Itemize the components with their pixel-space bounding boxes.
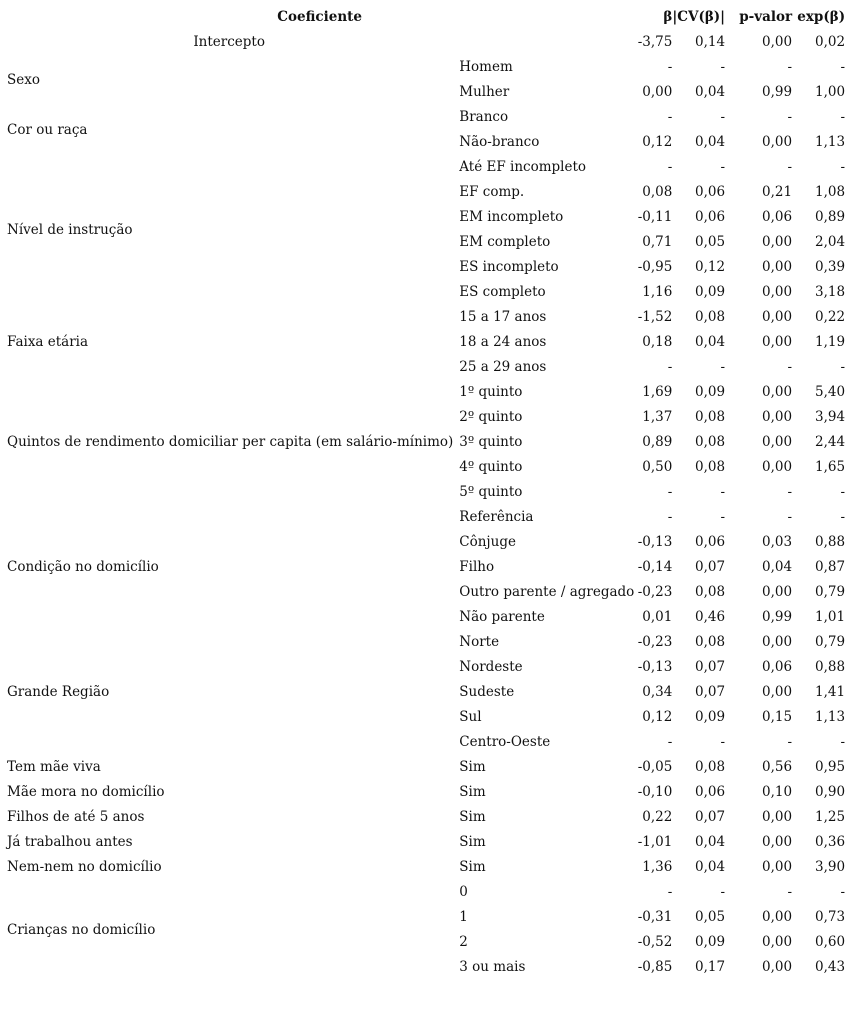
- beta-value: -: [667, 159, 673, 175]
- beta-value: 0,12: [642, 134, 673, 150]
- cv-value: 0,08: [695, 459, 726, 475]
- table-row: [5, 855, 849, 880]
- beta-value: 0,08: [642, 184, 673, 200]
- beta-value: 1,37: [642, 409, 673, 425]
- expbeta-value: 2,04: [815, 234, 846, 250]
- pvalue-value: 0,00: [762, 334, 793, 350]
- expbeta-value: 0,87: [815, 559, 846, 575]
- category-label: 25 a 29 anos: [459, 359, 547, 375]
- expbeta-value: 0,89: [815, 209, 846, 225]
- category-label: 3 ou mais: [459, 959, 526, 975]
- beta-value: -: [667, 359, 673, 375]
- category-label: Não parente: [459, 609, 545, 625]
- beta-value: 0,71: [642, 234, 673, 250]
- cv-value: 0,09: [695, 934, 726, 950]
- category-label: Sim: [459, 859, 486, 875]
- expbeta-value: 1,08: [815, 184, 846, 200]
- category-label: 18 a 24 anos: [459, 334, 547, 350]
- cv-value: 0,04: [695, 859, 726, 875]
- expbeta-value: 1,41: [815, 684, 846, 700]
- beta-value: -0,23: [637, 634, 673, 650]
- cv-value: 0,04: [695, 834, 726, 850]
- expbeta-value: -: [840, 109, 846, 125]
- intercept-beta: -3,75: [637, 34, 673, 50]
- cv-value: 0,04: [695, 134, 726, 150]
- category-label: ES incompleto: [459, 259, 559, 275]
- category-label: Mulher: [459, 84, 510, 100]
- beta-value: -0,23: [637, 584, 673, 600]
- beta-value: -1,01: [637, 834, 673, 850]
- pvalue-value: 0,99: [762, 609, 793, 625]
- category-label: 0: [459, 884, 468, 900]
- beta-value: -1,52: [637, 309, 673, 325]
- cv-value: 0,05: [695, 234, 726, 250]
- beta-value: 0,50: [642, 459, 673, 475]
- pvalue-value: 0,00: [762, 234, 793, 250]
- pvalue-value: 0,00: [762, 134, 793, 150]
- category-label: 15 a 17 anos: [459, 309, 547, 325]
- cv-value: 0,09: [695, 709, 726, 725]
- expbeta-value: 1,13: [815, 709, 846, 725]
- variable-label: Grande Região: [7, 684, 110, 700]
- cv-value: -: [720, 109, 726, 125]
- table-row: [5, 880, 849, 905]
- pvalue-value: 0,00: [762, 259, 793, 275]
- category-label: 1º quinto: [459, 384, 523, 400]
- pvalue-value: 0,00: [762, 384, 793, 400]
- beta-value: -: [667, 59, 673, 75]
- category-label: Filho: [459, 559, 495, 575]
- variable-label: Tem mãe viva: [7, 759, 101, 775]
- beta-value: 1,16: [642, 284, 673, 300]
- expbeta-value: 0,90: [815, 784, 846, 800]
- table-row: [5, 380, 849, 405]
- coefficient-table: [5, 5, 849, 980]
- beta-value: 0,01: [642, 609, 673, 625]
- pvalue-value: -: [787, 59, 793, 75]
- category-label: ES completo: [459, 284, 546, 300]
- expbeta-value: 5,40: [815, 384, 846, 400]
- beta-value: -0,10: [637, 784, 673, 800]
- header-cv: |CV(β)|: [672, 9, 726, 25]
- beta-value: 0,00: [642, 84, 673, 100]
- pvalue-value: 0,06: [762, 659, 793, 675]
- expbeta-value: 0,39: [815, 259, 846, 275]
- pvalue-value: 0,15: [762, 709, 793, 725]
- pvalue-value: 0,10: [762, 784, 793, 800]
- category-label: Sim: [459, 759, 486, 775]
- pvalue-value: 0,00: [762, 809, 793, 825]
- pvalue-value: 0,00: [762, 584, 793, 600]
- cv-value: -: [720, 359, 726, 375]
- cv-value: 0,46: [695, 609, 726, 625]
- cv-value: 0,08: [695, 584, 726, 600]
- cv-value: -: [720, 509, 726, 525]
- pvalue-value: 0,06: [762, 209, 793, 225]
- pvalue-value: 0,00: [762, 684, 793, 700]
- pvalue-value: 0,03: [762, 534, 793, 550]
- table-row: [5, 780, 849, 805]
- category-label: Até EF incompleto: [459, 159, 587, 175]
- expbeta-value: -: [840, 159, 846, 175]
- expbeta-value: 0,60: [815, 934, 846, 950]
- pvalue-value: -: [787, 109, 793, 125]
- beta-value: 1,69: [642, 384, 673, 400]
- category-label: 2º quinto: [459, 409, 523, 425]
- table-row: [5, 755, 849, 780]
- cv-value: 0,06: [695, 784, 726, 800]
- beta-value: -0,13: [637, 534, 673, 550]
- pvalue-value: 0,00: [762, 284, 793, 300]
- beta-value: -: [667, 509, 673, 525]
- category-label: Referência: [459, 509, 534, 525]
- cv-value: 0,09: [695, 284, 726, 300]
- category-label: 2: [459, 934, 468, 950]
- variable-label: Cor ou raça: [7, 121, 88, 138]
- category-label: 3º quinto: [459, 434, 523, 450]
- expbeta-value: 3,94: [815, 409, 846, 425]
- beta-value: -0,31: [637, 909, 673, 925]
- pvalue-value: 0,00: [762, 934, 793, 950]
- cv-value: -: [720, 734, 726, 750]
- expbeta-value: 0,88: [815, 659, 846, 675]
- expbeta-value: -: [840, 59, 846, 75]
- expbeta-value: -: [840, 734, 846, 750]
- beta-value: 0,22: [642, 809, 673, 825]
- pvalue-value: -: [787, 359, 793, 375]
- cv-value: 0,07: [695, 684, 726, 700]
- pvalue-value: 0,00: [762, 309, 793, 325]
- cv-value: 0,06: [695, 209, 726, 225]
- beta-value: 0,34: [642, 684, 673, 700]
- cv-value: 0,17: [695, 959, 726, 975]
- expbeta-value: 0,88: [815, 534, 846, 550]
- variable-label: Já trabalhou antes: [7, 834, 133, 850]
- expbeta-value: -: [840, 509, 846, 525]
- pvalue-value: -: [787, 509, 793, 525]
- header-expbeta: exp(β): [797, 9, 846, 25]
- cv-value: 0,08: [695, 309, 726, 325]
- beta-value: -0,95: [637, 259, 673, 275]
- pvalue-value: -: [787, 484, 793, 500]
- category-label: Cônjuge: [459, 534, 516, 550]
- pvalue-value: 0,00: [762, 909, 793, 925]
- expbeta-value: 3,90: [815, 859, 846, 875]
- category-label: Não-branco: [459, 134, 540, 150]
- category-label: Sudeste: [459, 684, 515, 700]
- category-label: Outro parente / agregado: [459, 584, 635, 600]
- variable-label: Quintos de rendimento domiciliar per capita (em salário-mínimo): [7, 434, 454, 450]
- cv-value: 0,05: [695, 909, 726, 925]
- beta-value: -0,52: [637, 934, 673, 950]
- pvalue-value: 0,00: [762, 634, 793, 650]
- beta-value: -0,85: [637, 959, 673, 975]
- category-label: EM completo: [459, 234, 551, 250]
- expbeta-value: 3,18: [815, 284, 846, 300]
- beta-value: -: [667, 734, 673, 750]
- expbeta-value: 2,44: [815, 434, 846, 450]
- category-label: Branco: [459, 109, 509, 125]
- pvalue-value: 0,00: [762, 409, 793, 425]
- beta-value: -0,14: [637, 559, 673, 575]
- cv-value: 0,07: [695, 809, 726, 825]
- table-row: [5, 505, 849, 530]
- beta-value: 0,89: [642, 434, 673, 450]
- variable-label: Filhos de até 5 anos: [7, 809, 145, 825]
- variable-label: Crianças no domicílio: [7, 921, 156, 938]
- expbeta-value: 1,65: [815, 459, 846, 475]
- cv-value: 0,07: [695, 559, 726, 575]
- header-pvalue: p-valor: [739, 9, 793, 25]
- table-row: [5, 155, 849, 180]
- cv-value: 0,06: [695, 534, 726, 550]
- expbeta-value: 1,13: [815, 134, 846, 150]
- expbeta-value: 1,19: [815, 334, 846, 350]
- pvalue-value: 0,00: [762, 859, 793, 875]
- expbeta-value: -: [840, 359, 846, 375]
- variable-label: Nem-nem no domicílio: [7, 859, 162, 875]
- category-label: EF comp.: [459, 184, 525, 200]
- beta-value: -: [667, 484, 673, 500]
- expbeta-value: 0,43: [815, 959, 846, 975]
- cv-value: -: [720, 484, 726, 500]
- cv-value: 0,07: [695, 659, 726, 675]
- expbeta-value: 0,22: [815, 309, 846, 325]
- intercept-cv: 0,14: [695, 34, 726, 50]
- beta-value: 1,36: [642, 859, 673, 875]
- expbeta-value: 0,73: [815, 909, 846, 925]
- beta-value: -: [667, 884, 673, 900]
- intercept-expbeta: 0,02: [815, 34, 846, 50]
- category-label: Sul: [459, 709, 482, 725]
- table-row: [5, 805, 849, 830]
- cv-value: 0,06: [695, 184, 726, 200]
- pvalue-value: 0,99: [762, 84, 793, 100]
- table-row: [5, 630, 849, 655]
- intercept-category: [453, 30, 634, 55]
- beta-value: -0,11: [637, 209, 673, 225]
- expbeta-value: 0,95: [815, 759, 846, 775]
- pvalue-value: -: [787, 159, 793, 175]
- pvalue-value: 0,21: [762, 184, 793, 200]
- cv-value: -: [720, 884, 726, 900]
- cv-value: 0,08: [695, 409, 726, 425]
- category-label: 5º quinto: [459, 484, 523, 500]
- category-label: EM incompleto: [459, 209, 564, 225]
- beta-value: -0,05: [637, 759, 673, 775]
- table-row: [5, 305, 849, 330]
- pvalue-value: 0,00: [762, 959, 793, 975]
- variable-label: Mãe mora no domicílio: [7, 784, 165, 800]
- intercept-label: Intercepto: [193, 34, 265, 50]
- variable-label: Condição no domicílio: [7, 559, 159, 575]
- header-beta: β: [663, 9, 673, 25]
- pvalue-value: 0,00: [762, 834, 793, 850]
- expbeta-value: 0,36: [815, 834, 846, 850]
- category-label: Sim: [459, 809, 486, 825]
- cv-value: 0,04: [695, 334, 726, 350]
- header-row: [5, 5, 849, 30]
- expbeta-value: 0,79: [815, 634, 846, 650]
- expbeta-value: 1,01: [815, 609, 846, 625]
- pvalue-value: 0,00: [762, 434, 793, 450]
- category-label: Homem: [459, 59, 513, 75]
- beta-value: 0,12: [642, 709, 673, 725]
- expbeta-value: 1,25: [815, 809, 846, 825]
- pvalue-value: -: [787, 884, 793, 900]
- cv-value: 0,12: [695, 259, 726, 275]
- variable-label: Faixa etária: [7, 334, 89, 350]
- expbeta-value: -: [840, 484, 846, 500]
- intercept-pvalue: 0,00: [762, 34, 793, 50]
- cv-value: -: [720, 59, 726, 75]
- pvalue-value: -: [787, 734, 793, 750]
- category-label: Norte: [459, 634, 500, 650]
- pvalue-value: 0,04: [762, 559, 793, 575]
- intercept-row: [5, 30, 849, 55]
- variable-label: Nível de instrução: [7, 221, 133, 238]
- cv-value: 0,04: [695, 84, 726, 100]
- category-label: 1: [459, 909, 468, 925]
- pvalue-value: 0,56: [762, 759, 793, 775]
- cv-value: 0,08: [695, 759, 726, 775]
- category-label: Centro-Oeste: [459, 734, 551, 750]
- table-header: [5, 5, 849, 30]
- expbeta-value: 1,00: [815, 84, 846, 100]
- beta-value: -0,13: [637, 659, 673, 675]
- cv-value: 0,09: [695, 384, 726, 400]
- beta-value: 0,18: [642, 334, 673, 350]
- table-row: [5, 55, 849, 80]
- category-label: 4º quinto: [459, 459, 523, 475]
- header-coeficiente: Coeficiente: [277, 9, 363, 25]
- variable-label: Sexo: [7, 71, 40, 88]
- table-body: [5, 30, 849, 980]
- category-label: Sim: [459, 784, 486, 800]
- pvalue-value: 0,00: [762, 459, 793, 475]
- expbeta-value: 0,79: [815, 584, 846, 600]
- cv-value: 0,08: [695, 634, 726, 650]
- cv-value: 0,08: [695, 434, 726, 450]
- category-label: Nordeste: [459, 659, 523, 675]
- table-row: [5, 105, 849, 130]
- cv-value: -: [720, 159, 726, 175]
- category-label: Sim: [459, 834, 486, 850]
- expbeta-value: -: [840, 884, 846, 900]
- table-row: [5, 830, 849, 855]
- beta-value: -: [667, 109, 673, 125]
